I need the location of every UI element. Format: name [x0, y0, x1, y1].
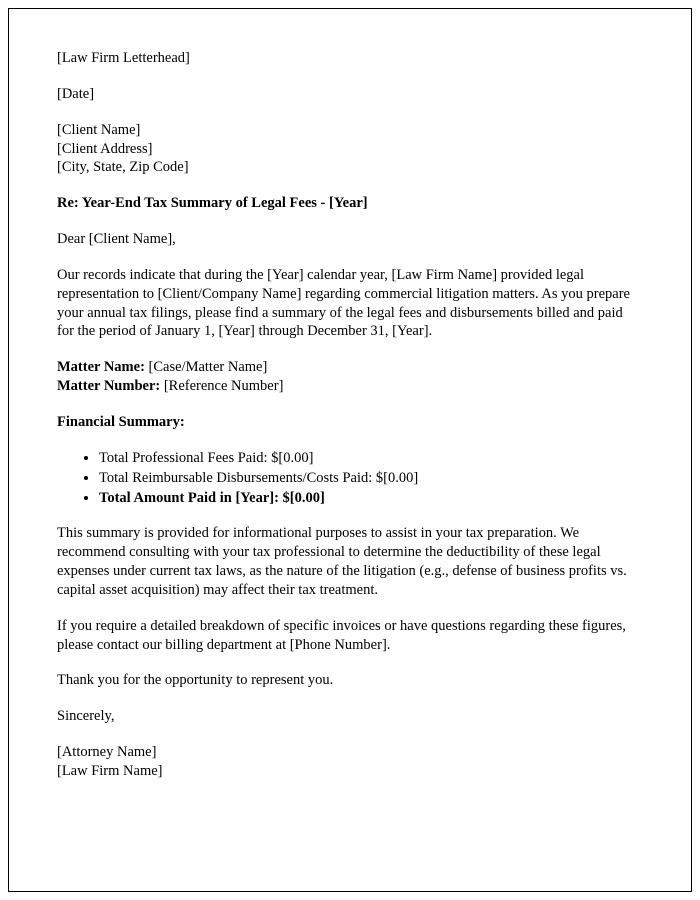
- law-firm-name-line: [Law Firm Name]: [57, 762, 163, 779]
- matter-number-label: Matter Number:: [57, 378, 161, 395]
- intro-paragraph: Our records indicate that during the [Year] calendar year, [Law Firm Name] provided legal representation to [Client/Company Name] regarding commercial litigation matters. As you prepare your annual tax filings, please find a summary of the legal fees and disbursements billed and paid for the period of January 1, [Year] through December 31, [Year].: [57, 266, 630, 340]
- client-address-block: [57, 121, 641, 178]
- thanks-line: Thank you for the opportunity to represent you.: [57, 672, 334, 689]
- matter-number-value: [Reference Number]: [163, 378, 284, 395]
- closing-line: Sincerely,: [57, 708, 115, 725]
- matter-name-value: [Case/Matter Name]: [148, 359, 268, 376]
- letter-page: [8, 8, 692, 892]
- disclaimer-paragraph: This summary is provided for informational purposes to assist in your tax preparation. We recommend consulting with your tax professional to determine the deductibility of these legal expenses under current tax laws, as the nature of the litigation (e.g., defense of business profits vs. capital asset acquisition) may affect their tax treatment.: [57, 525, 627, 598]
- subject-line: Re: Year-End Tax Summary of Legal Fees - [Year]: [57, 195, 368, 212]
- letter-content: [9, 9, 691, 781]
- contact-paragraph: If you require a detailed breakdown of specific invoices or have questions regarding these figures, please contact our billing department at [Phone Number].: [57, 617, 626, 653]
- matter-name-label: Matter Name:: [57, 359, 145, 376]
- financial-summary-heading: Financial Summary:: [57, 413, 185, 430]
- matter-info-block: [57, 358, 641, 396]
- signature-block: [57, 743, 641, 781]
- fees-list-item-professional: • Total Professional Fees Paid: $[0.00]: [99, 449, 641, 468]
- letterhead-placeholder: [Law Firm Letterhead]: [57, 50, 190, 66]
- fees-list: [57, 449, 641, 508]
- client-address-line: [Client Address]: [57, 140, 153, 157]
- fees-list-item-total: • Total Amount Paid in [Year]: $[0.00]: [99, 489, 641, 508]
- client-city-state-zip-line: [City, State, Zip Code]: [57, 159, 189, 176]
- matter-number-line: [57, 377, 641, 396]
- date-line: [Date]: [57, 85, 95, 102]
- salutation: Dear [Client Name],: [57, 231, 176, 248]
- attorney-name-line: [Attorney Name]: [57, 744, 157, 761]
- fees-list-item-disbursements: • Total Reimbursable Disbursements/Costs Paid: $[0.00]: [99, 469, 641, 488]
- matter-name-line: [57, 358, 641, 377]
- client-name-line: [Client Name]: [57, 121, 141, 138]
